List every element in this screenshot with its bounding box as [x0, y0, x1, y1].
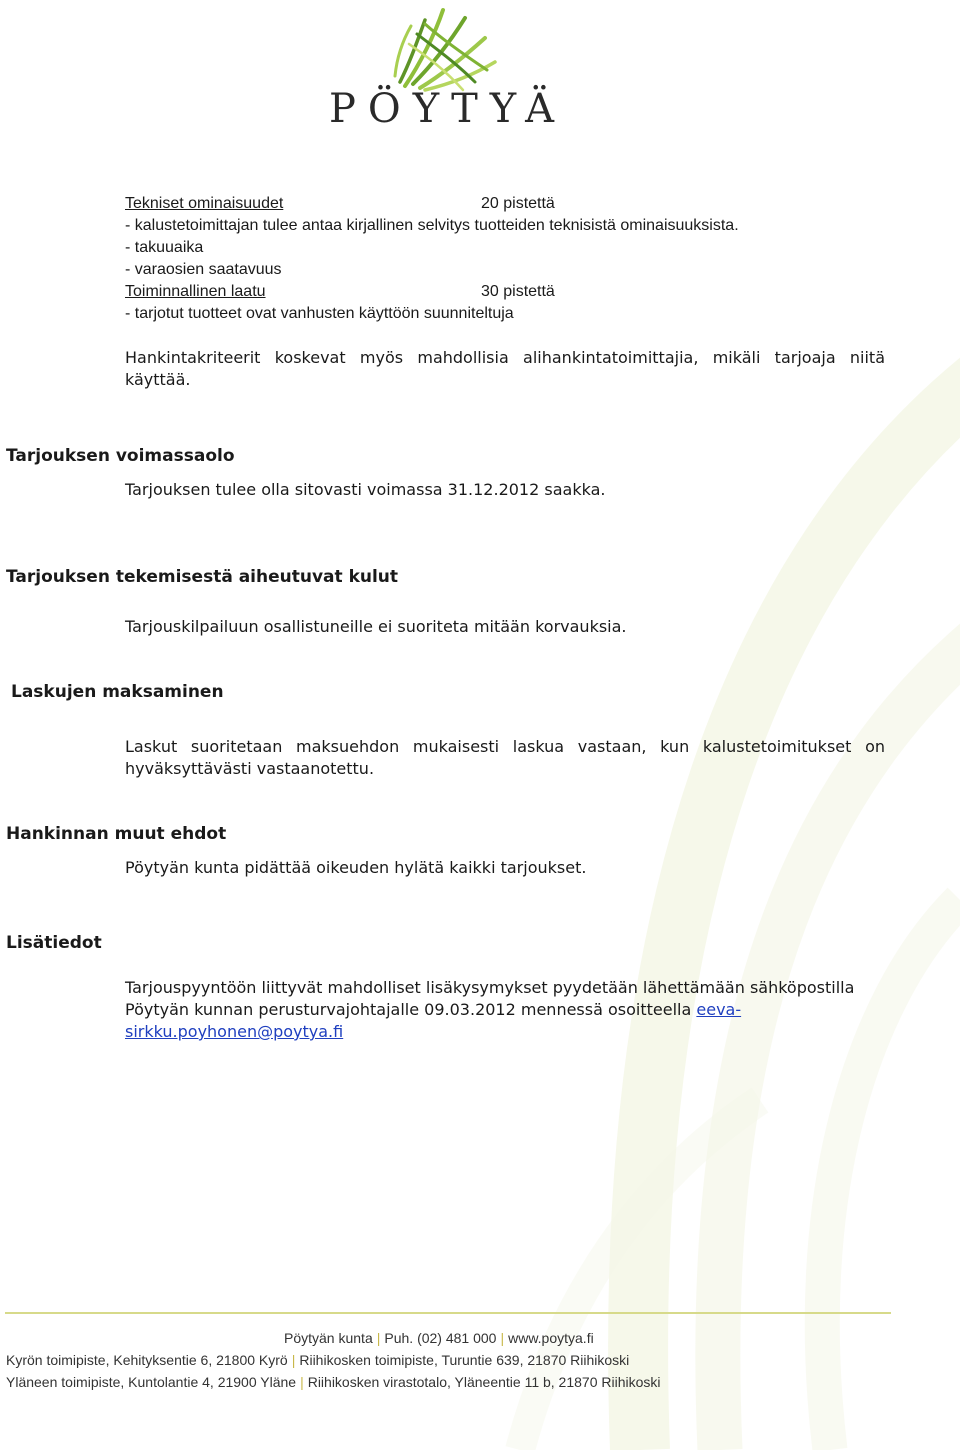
footer-line3: [6, 1374, 661, 1390]
func-criteria-points: 30 pistettä: [481, 283, 555, 300]
tech-item-warranty: - takuuaika: [125, 239, 204, 256]
footer-office-virastotalo: Riihikosken virastotalo, Yläneentie 11 b, 21870 Riihikoski: [307, 1374, 661, 1390]
costs-heading: Tarjouksen tekemisestä aiheutuvat kulut: [6, 567, 399, 587]
tech-criteria-label: Tekniset ominaisuudet: [125, 195, 284, 212]
additional-info-heading: Lisätiedot: [6, 933, 102, 953]
footer-separator: |: [291, 1352, 296, 1368]
footer-office-ylane: Yläneen toimipiste, Kuntolantie 4, 21900 Yläne: [6, 1374, 297, 1390]
payment-text-line1: Laskut suoritetaan maksuehdon mukaisesti laskua vastaan, kun kalustetoimitukset on: [125, 737, 885, 756]
additional-info-line2: [125, 1000, 741, 1019]
validity-text: Tarjouksen tulee olla sitovasti voimassa 31.12.2012 saakka.: [125, 480, 606, 499]
footer-phone: Puh. (02) 481 000: [384, 1330, 497, 1346]
subcontractor-note-line1: Hankintakriteerit koskevat myös mahdollisia alihankintatoimittajia, mikäli tarjoaja niitä: [125, 348, 885, 367]
additional-info-line1: Tarjouspyyntöön liittyvät mahdolliset lisäkysymykset pyydetään lähettämään sähköpostilla: [125, 978, 855, 997]
validity-heading: Tarjouksen voimassaolo: [6, 446, 235, 466]
other-terms-text: Pöytyän kunta pidättää oikeuden hylätä kaikki tarjoukset.: [125, 858, 587, 877]
footer-municipality: Pöytyän kunta: [284, 1330, 373, 1346]
poytya-logo: [325, 4, 570, 132]
logo-wordmark: PÖYTYÄ: [329, 86, 566, 132]
email-link-part2[interactable]: sirkku.poyhonen@poytya.fi: [125, 1022, 344, 1041]
additional-info-line3: [125, 1022, 343, 1041]
email-link-part1[interactable]: eeva-: [696, 1000, 742, 1019]
tech-item-spare-parts: - varaosien saatavuus: [125, 261, 282, 278]
footer-line1: [284, 1330, 594, 1346]
footer-website[interactable]: www.poytya.fi: [508, 1330, 594, 1346]
footer-office-kyro: Kyrön toimipiste, Kehityksentie 6, 21800 Kyrö: [6, 1352, 288, 1368]
subcontractor-note-line2: käyttää.: [125, 370, 191, 389]
func-criteria-label: Toiminnallinen laatu: [125, 283, 266, 300]
footer-divider: [5, 1312, 891, 1314]
func-criteria-desc: - tarjotut tuotteet ovat vanhusten käyttöön suunniteltuja: [125, 305, 514, 322]
footer-separator: |: [300, 1374, 304, 1390]
footer-office-riihikoski: Riihikosken toimipiste, Turuntie 639, 21870 Riihikoski: [299, 1352, 630, 1368]
other-terms-heading: Hankinnan muut ehdot: [6, 824, 227, 844]
tech-criteria-desc: - kalustetoimittajan tulee antaa kirjallinen selvitys tuotteiden teknisistä ominaisuuksista.: [125, 217, 739, 234]
footer-line2: [6, 1352, 629, 1368]
payment-heading: Laskujen maksaminen: [11, 682, 224, 702]
footer-separator: |: [376, 1330, 381, 1346]
leaf-emblem-icon: [325, 4, 570, 94]
additional-info-line2-text: Pöytyän kunnan perusturvajohtajalle 09.03.2012 mennessä osoitteella: [125, 1000, 697, 1019]
footer-separator: |: [500, 1330, 505, 1346]
payment-text-line2: hyväksyttävästi vastaanotettu.: [125, 759, 375, 778]
tech-criteria-points: 20 pistettä: [481, 195, 555, 212]
costs-text: Tarjouskilpailuun osallistuneille ei suoriteta mitään korvauksia.: [125, 617, 627, 636]
